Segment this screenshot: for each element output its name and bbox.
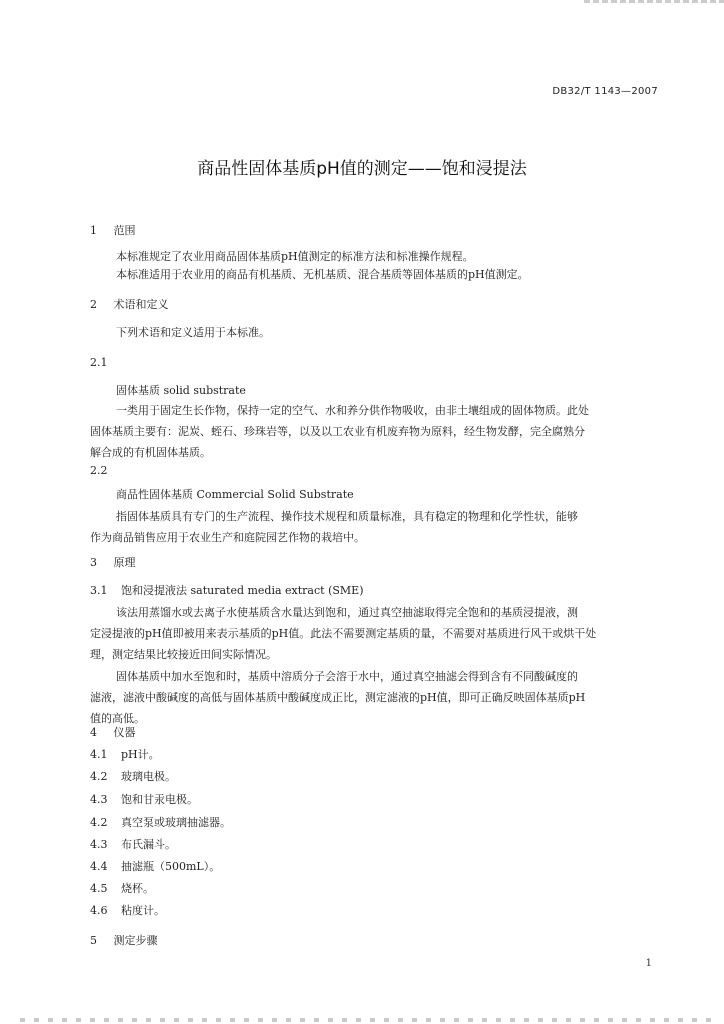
text-line: 定浸提液的pH值即被用来表示基质的pH值。此法不需要测定基质的量，不需要对基质进行风干或烘干处 (90, 627, 597, 640)
text-line: 值的高低。 (90, 712, 145, 725)
text-line: 指固体基质具有专门的生产流程、操作技术规程和质量标准，具有稳定的物理和化学性状，能够 (116, 510, 578, 523)
text-line: 固体基质主要有：泥炭、蛭石、珍珠岩等，以及以工农业有机废弃物为原料，经生物发酵，完全腐熟分 (90, 425, 585, 438)
paragraph: 本标准规定了农业用商品固体基质pH值测定的标准方法和标准操作规程。 (116, 250, 474, 263)
definition-text (90, 400, 589, 463)
item-number: 4.2 (90, 816, 108, 829)
item-number: 4.3 (90, 838, 108, 851)
section-number: 5 (90, 934, 97, 947)
clause-title: 饱和浸提液法 saturated media extract (SME) (121, 584, 364, 597)
principle-paragraph-2 (90, 666, 585, 729)
item-number: 4.5 (90, 882, 108, 895)
term-definition-title: 固体基质 solid substrate (116, 384, 246, 397)
instrument-item (90, 904, 165, 918)
clause-3-1-heading (90, 584, 363, 598)
definition-text (90, 506, 578, 548)
section-title: 测定步骤 (113, 934, 158, 947)
paragraph: 下列术语和定义适用于本标准。 (116, 326, 270, 339)
item-number: 4.1 (90, 748, 108, 761)
item-text: 粘度计。 (121, 904, 165, 917)
page-number: 1 (645, 958, 652, 969)
text-line: 固体基质中加水至饱和时，基质中溶质分子会溶于水中，通过真空抽滤会得到含有不同酸碱度的 (116, 670, 578, 683)
instrument-item (90, 882, 154, 896)
item-number: 4.2 (90, 770, 108, 783)
scan-artifact-top (584, 0, 724, 3)
section-title: 术语和定义 (113, 298, 169, 311)
section-5-heading (90, 934, 158, 948)
section-3-heading (90, 556, 136, 570)
instrument-item (90, 860, 220, 874)
item-text: 布氏漏斗。 (121, 838, 176, 851)
item-text: 玻璃电极。 (121, 770, 176, 783)
scan-artifact-bottom (20, 1018, 714, 1022)
clause-number: 2.2 (90, 464, 108, 477)
instrument-item (90, 838, 176, 852)
section-title: 仪器 (113, 726, 136, 739)
section-number: 3 (90, 556, 97, 569)
item-text: 饱和甘汞电极。 (121, 793, 198, 806)
section-number: 2 (90, 298, 97, 311)
text-line: 解合成的有机固体基质。 (90, 446, 211, 459)
section-1-heading (90, 224, 136, 238)
section-number: 4 (90, 726, 97, 739)
standard-code: DB32/T 1143—2007 (552, 86, 658, 97)
section-title: 原理 (113, 556, 136, 569)
principle-paragraph-1 (90, 602, 596, 665)
section-2-heading (90, 298, 169, 312)
term-definition-title: 商品性固体基质 Commercial Solid Substrate (116, 488, 354, 501)
clause-number: 3.1 (90, 584, 108, 597)
item-text: 真空泵或玻璃抽滤器。 (121, 816, 231, 829)
item-text: 烧杯。 (121, 882, 154, 895)
text-line: 作为商品销售应用于农业生产和庭院园艺作物的栽培中。 (90, 531, 365, 544)
instrument-item (90, 770, 176, 784)
instrument-item (90, 816, 231, 830)
document-title: 商品性固体基质pH值的测定——饱和浸提法 (197, 159, 527, 179)
text-line: 一类用于固定生长作物，保持一定的空气、水和养分供作物吸收，由非土壤组成的固体物质。此处 (116, 404, 589, 417)
instrument-item (90, 748, 160, 762)
paragraph: 本标准适用于农业用的商品有机基质、无机基质、混合基质等固体基质的pH值测定。 (116, 268, 529, 281)
section-title: 范围 (113, 224, 136, 237)
text-line: 理，测定结果比较接近田间实际情况。 (90, 648, 277, 661)
section-number: 1 (90, 224, 97, 237)
section-4-heading (90, 726, 136, 740)
clause-number: 2.1 (90, 356, 108, 369)
text-line: 该法用蒸馏水或去离子水使基质含水量达到饱和，通过真空抽滤取得完全饱和的基质浸提液，测 (116, 606, 578, 619)
text-line: 滤液，滤液中酸碱度的高低与固体基质中酸碱度成正比，测定滤液的pH值，即可正确反映固体基质pH (90, 691, 586, 704)
item-text: pH计。 (121, 748, 160, 761)
item-number: 4.6 (90, 904, 108, 917)
item-number: 4.4 (90, 860, 108, 873)
item-number: 4.3 (90, 793, 108, 806)
instrument-item (90, 793, 198, 807)
item-text: 抽滤瓶（500mL）。 (121, 860, 221, 873)
